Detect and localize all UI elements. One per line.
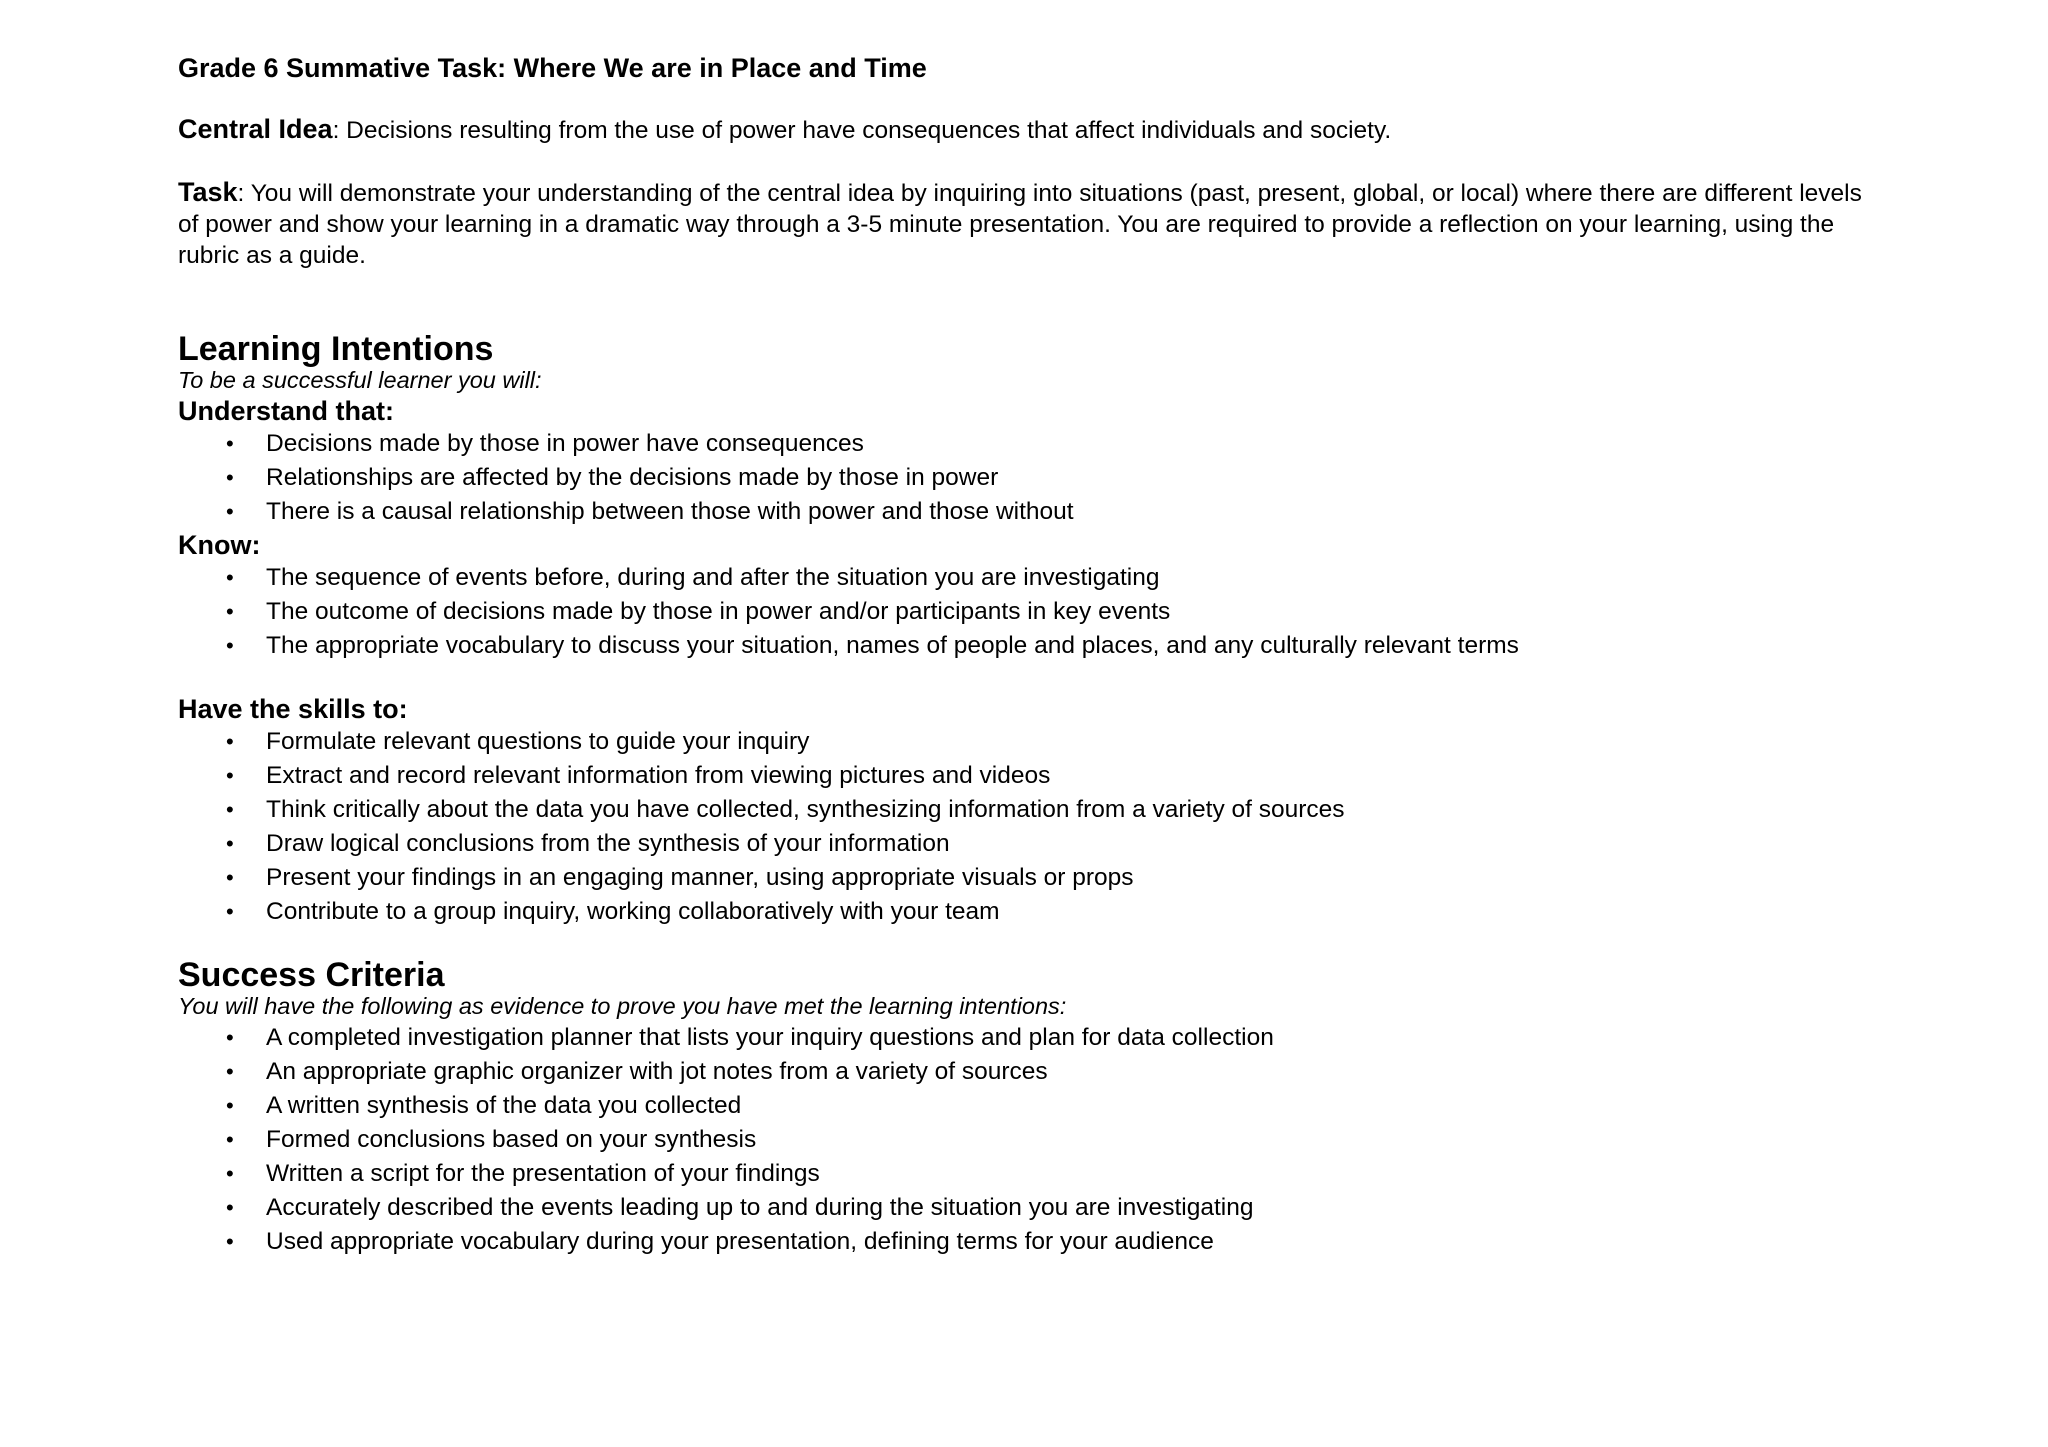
list-item bbox=[178, 1089, 1878, 1123]
central-idea-text: : Decisions resulting from the use of power have consequences that affect individuals and society. bbox=[332, 117, 1392, 144]
bullet-icon: • bbox=[226, 1059, 234, 1084]
list-item-text: The appropriate vocabulary to discuss your situation, names of people and places, and any culturally relevant terms bbox=[266, 632, 1519, 659]
list-item bbox=[178, 629, 1878, 663]
list-item-text: Formulate relevant questions to guide your inquiry bbox=[266, 728, 810, 755]
list-item bbox=[178, 461, 1878, 495]
bullet-icon: • bbox=[226, 797, 234, 822]
bullet-icon: • bbox=[226, 499, 234, 524]
bullet-icon: • bbox=[226, 729, 234, 754]
list-item bbox=[178, 827, 1878, 861]
understand-heading: Understand that: bbox=[178, 396, 394, 426]
list-item-text: Used appropriate vocabulary during your presentation, defining terms for your audience bbox=[266, 1228, 1214, 1255]
bullet-icon: • bbox=[226, 1229, 234, 1254]
list-item bbox=[178, 495, 1878, 529]
list-item-text: Formed conclusions based on your synthesis bbox=[266, 1126, 757, 1153]
skills-heading: Have the skills to: bbox=[178, 694, 408, 724]
list-item-text: The sequence of events before, during and after the situation you are investigating bbox=[266, 564, 1160, 591]
list-item bbox=[178, 895, 1878, 929]
list-item-text: Decisions made by those in power have consequences bbox=[266, 430, 864, 457]
list-item bbox=[178, 561, 1878, 595]
list-item-text: An appropriate graphic organizer with jot notes from a variety of sources bbox=[266, 1058, 1048, 1085]
list-item bbox=[178, 427, 1878, 461]
learning-intentions-intro: To be a successful learner you will: bbox=[178, 367, 542, 393]
bullet-icon: • bbox=[226, 1025, 234, 1050]
list-item-text: A completed investigation planner that lists your inquiry questions and plan for data collection bbox=[266, 1024, 1274, 1051]
know-list bbox=[178, 561, 1878, 663]
bullet-icon: • bbox=[226, 899, 234, 924]
understand-list bbox=[178, 427, 1878, 529]
bullet-icon: • bbox=[226, 1195, 234, 1220]
list-item-text: Present your findings in an engaging manner, using appropriate visuals or props bbox=[266, 864, 1134, 891]
list-item-text: There is a causal relationship between those with power and those without bbox=[266, 498, 1074, 525]
list-item bbox=[178, 1055, 1878, 1089]
list-item bbox=[178, 595, 1878, 629]
list-item-text: A written synthesis of the data you collected bbox=[266, 1092, 742, 1119]
central-idea-paragraph bbox=[178, 114, 1878, 146]
document-title: Grade 6 Summative Task: Where We are in Place and Time bbox=[178, 53, 927, 83]
bullet-icon: • bbox=[226, 633, 234, 658]
bullet-icon: • bbox=[226, 1127, 234, 1152]
bullet-icon: • bbox=[226, 763, 234, 788]
list-item-text: Accurately described the events leading up to and during the situation you are investigating bbox=[266, 1194, 1254, 1221]
bullet-icon: • bbox=[226, 1161, 234, 1186]
list-item bbox=[178, 1225, 1878, 1259]
list-item bbox=[178, 1157, 1878, 1191]
list-item-text: Think critically about the data you have collected, synthesizing information from a variety of sources bbox=[266, 796, 1345, 823]
list-item-text: Draw logical conclusions from the synthesis of your information bbox=[266, 830, 950, 857]
success-criteria-heading: Success Criteria bbox=[178, 956, 445, 994]
bullet-icon: • bbox=[226, 865, 234, 890]
skills-list bbox=[178, 725, 1878, 929]
bullet-icon: • bbox=[226, 431, 234, 456]
know-heading: Know: bbox=[178, 530, 261, 560]
bullet-icon: • bbox=[226, 465, 234, 490]
list-item bbox=[178, 759, 1878, 793]
list-item-text: Contribute to a group inquiry, working collaboratively with your team bbox=[266, 898, 1000, 925]
bullet-icon: • bbox=[226, 599, 234, 624]
bullet-icon: • bbox=[226, 565, 234, 590]
list-item-text: Extract and record relevant information from viewing pictures and videos bbox=[266, 762, 1051, 789]
list-item bbox=[178, 725, 1878, 759]
central-idea-label: Central Idea bbox=[178, 114, 333, 144]
task-label: Task bbox=[178, 177, 238, 207]
list-item-text: Relationships are affected by the decisions made by those in power bbox=[266, 464, 999, 491]
list-item bbox=[178, 1021, 1878, 1055]
learning-intentions-heading: Learning Intentions bbox=[178, 330, 494, 368]
list-item-text: The outcome of decisions made by those in power and/or participants in key events bbox=[266, 598, 1171, 625]
document-page bbox=[178, 52, 1878, 1259]
list-item bbox=[178, 861, 1878, 895]
list-item bbox=[178, 1191, 1878, 1225]
success-criteria-intro: You will have the following as evidence to prove you have met the learning intentions: bbox=[178, 993, 1067, 1019]
success-criteria-list bbox=[178, 1021, 1878, 1259]
bullet-icon: • bbox=[226, 831, 234, 856]
task-paragraph bbox=[178, 177, 1878, 271]
task-text: : You will demonstrate your understanding of the central idea by inquiring into situations (past, present, global, or local) where there are different levels of power and show your learning in a dramatic way through a 3-5 minute presentation. You are required to provide a reflection on your learning, using the rubric as a guide. bbox=[178, 180, 1862, 269]
list-item bbox=[178, 793, 1878, 827]
list-item-text: Written a script for the presentation of your findings bbox=[266, 1160, 820, 1187]
bullet-icon: • bbox=[226, 1093, 234, 1118]
list-item bbox=[178, 1123, 1878, 1157]
